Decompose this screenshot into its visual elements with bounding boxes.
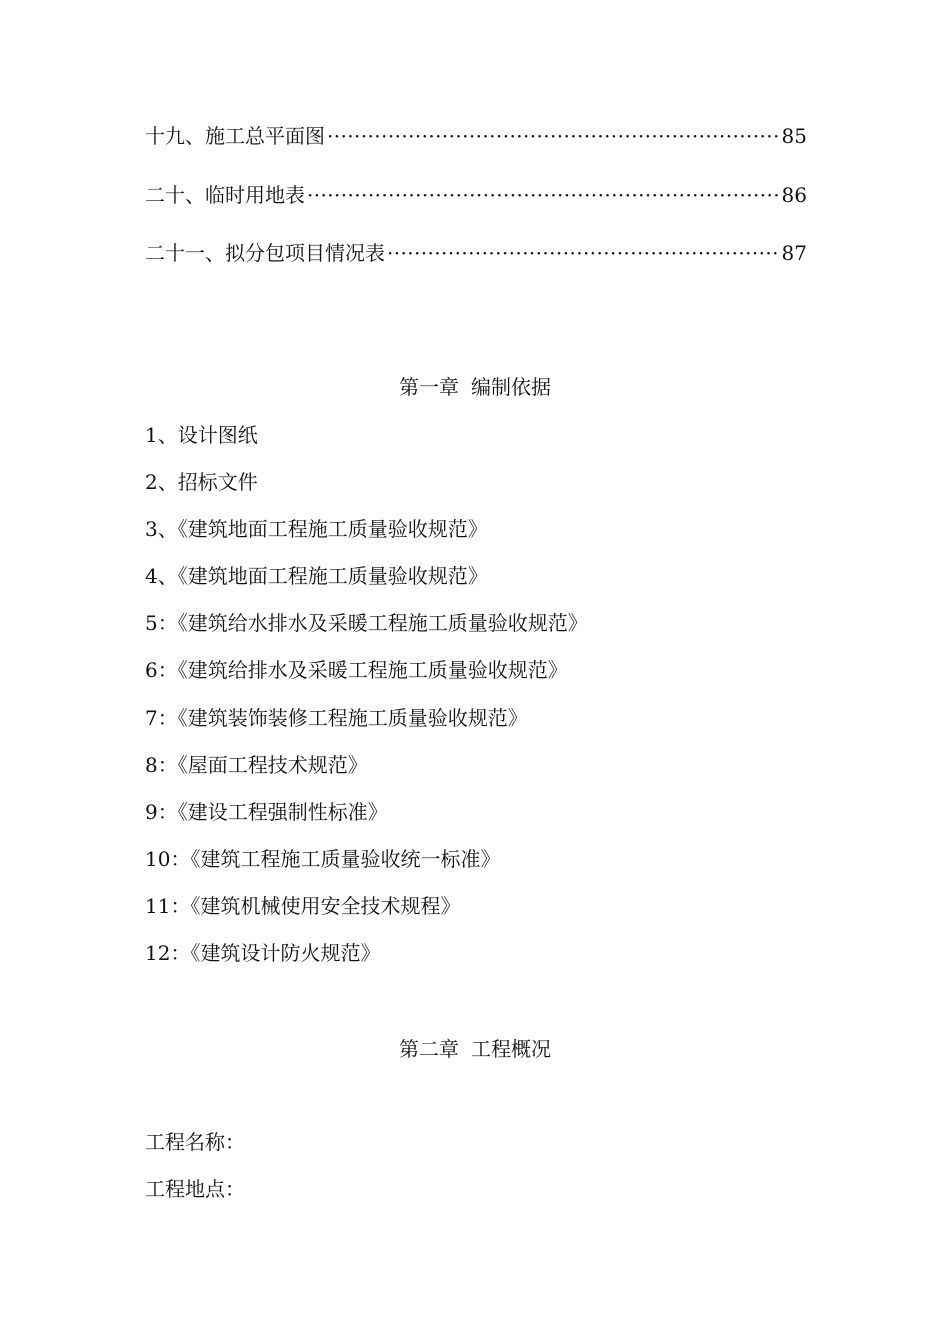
toc-leader-dots — [327, 120, 780, 152]
list-item: 4、《建筑地面工程施工质量验收规范》 — [145, 564, 488, 589]
list-item: 5：《建筑给水排水及采暖工程施工质量验收规范》 — [145, 611, 588, 636]
table-of-contents — [145, 120, 807, 296]
project-location-field: 工程地点： — [145, 1177, 245, 1201]
list-item: 1、设计图纸 — [145, 423, 258, 447]
list-item: 9：《建设工程强制性标准》 — [145, 799, 388, 824]
list-item: 3、《建筑地面工程施工质量验收规范》 — [145, 517, 488, 542]
toc-entry — [145, 179, 807, 238]
project-info — [145, 1127, 245, 1221]
toc-entry-title: 二十一、拟分包项目情况表 — [145, 241, 385, 265]
list-item: 10：《建筑工程施工质量验收统一标准》 — [145, 846, 501, 871]
toc-entry — [145, 237, 807, 296]
chapter-1-title: 编制依据 — [471, 375, 551, 399]
toc-entry-title: 十九、施工总平面图 — [145, 124, 325, 148]
list-item: 2、招标文件 — [145, 470, 258, 495]
toc-entry-page: 86 — [781, 182, 807, 207]
list-item: 12：《建筑设计防火规范》 — [145, 941, 381, 966]
toc-entry-page: 87 — [781, 241, 807, 265]
project-name-field: 工程名称： — [145, 1130, 245, 1154]
toc-entry — [145, 120, 807, 179]
list-item: 11：《建筑机械使用安全技术规程》 — [145, 893, 461, 918]
list-item: 6：《建筑给排水及采暖工程施工质量验收规范》 — [145, 658, 568, 683]
chapter-2-number: 第二章 — [399, 1037, 459, 1061]
chapter-1-number: 第一章 — [399, 375, 459, 399]
chapter-2-title: 工程概况 — [471, 1037, 551, 1061]
toc-entry-title: 二十、临时用地表 — [145, 182, 305, 207]
toc-entry-page: 85 — [781, 124, 807, 148]
basis-list — [145, 420, 845, 985]
list-item: 8：《屋面工程技术规范》 — [145, 752, 368, 777]
toc-leader-dots — [307, 179, 780, 211]
chapter-1-heading — [0, 372, 950, 402]
chapter-2-heading — [0, 1034, 950, 1064]
toc-leader-dots — [387, 237, 780, 269]
list-item: 7：《建筑装饰装修工程施工质量验收规范》 — [145, 705, 528, 730]
